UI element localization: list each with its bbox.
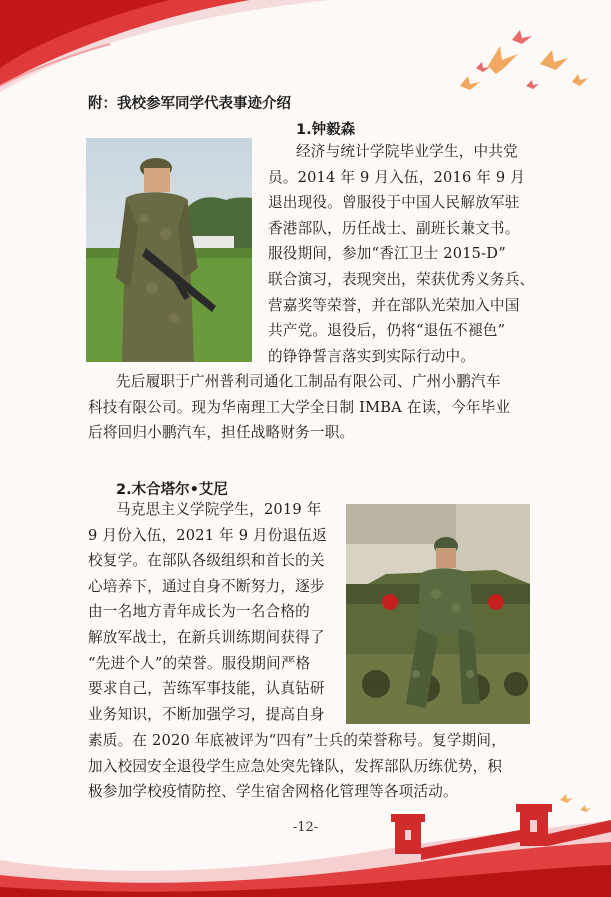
profile-2-paragraph-continued bbox=[88, 728, 558, 805]
top-ribbon-decoration bbox=[0, 0, 340, 95]
text-line: 退出现役。曾服役于中国人民解放军驻 bbox=[268, 194, 520, 212]
doves-decoration bbox=[440, 28, 611, 108]
text-line: 营嘉奖等荣誉，并在部队光荣加入中国 bbox=[268, 296, 520, 314]
text-line: “先进个人”的荣誉。服役期间严格 bbox=[88, 654, 311, 672]
text-line: 心培养下，通过自身不断努力，逐步 bbox=[88, 577, 325, 595]
profile-2-heading: 2.木合塔尔•艾尼 bbox=[116, 482, 228, 498]
text-line: 共产党。退役后，仍将“退伍不褪色” bbox=[268, 322, 506, 340]
profile-1-paragraph-continued bbox=[88, 369, 558, 446]
text-line: 由一名地方青年成长为一名合格的 bbox=[88, 603, 310, 621]
text-line: 加入校园安全退役学生应急处突先锋队，发挥部队历练优势，积 bbox=[88, 757, 503, 775]
page-number: -12- bbox=[292, 820, 319, 835]
text-line: 员。2014 年 9 月入伍，2016 年 9 月 bbox=[268, 168, 526, 186]
text-line: 的铮铮誓言落实到实际行动中。 bbox=[268, 347, 476, 365]
text-line: 业务知识，不断加强学习，提高自身 bbox=[88, 705, 325, 723]
profile-1-paragraph bbox=[268, 139, 558, 369]
section-title: 附：我校参军同学代表事迹介绍 bbox=[88, 96, 291, 112]
text-line: 经济与统计学院毕业学生，中共党 bbox=[296, 143, 518, 160]
text-line: 服役期间，参加“香江卫士 2015-D” bbox=[268, 245, 506, 263]
text-line: 解放军战士，在新兵训练期间获得了 bbox=[88, 628, 325, 646]
text-line: 科技有限公司。现为华南理工大学全日制 IMBA 在读，今年毕业 bbox=[88, 398, 511, 416]
profile-2-photo bbox=[346, 504, 530, 724]
great-wall-decoration bbox=[0, 790, 611, 897]
profile-1-photo bbox=[86, 138, 252, 362]
profile-1-heading: 1.钟毅森 bbox=[296, 122, 356, 138]
text-line: 后将回归小鹏汽车，担任战略财务一职。 bbox=[88, 424, 355, 442]
text-line: 校复学。在部队各级组织和首长的关 bbox=[88, 552, 325, 570]
profile-2-paragraph bbox=[88, 497, 348, 727]
text-line: 素质。在 2020 年底被评为“四有”士兵的荣誉称号。复学期间， bbox=[88, 732, 506, 749]
text-line: 联合演习，表现突出，荣获优秀义务兵、 bbox=[268, 270, 535, 288]
text-line: 先后履职于广州普利司通化工制品有限公司、广州小鹏汽车 bbox=[116, 373, 501, 390]
text-line: 香港部队，历任战士、副班长兼文书。 bbox=[268, 219, 520, 237]
text-line: 要求自己，苦练军事技能，认真钻研 bbox=[88, 680, 325, 698]
text-line: 9 月份入伍，2021 年 9 月份退伍返 bbox=[88, 526, 327, 544]
text-line: 马克思主义学院学生，2019 年 bbox=[116, 501, 322, 518]
text-line: 极参加学校疫情防控、学生宿舍网格化管理等各项活动。 bbox=[88, 783, 458, 801]
